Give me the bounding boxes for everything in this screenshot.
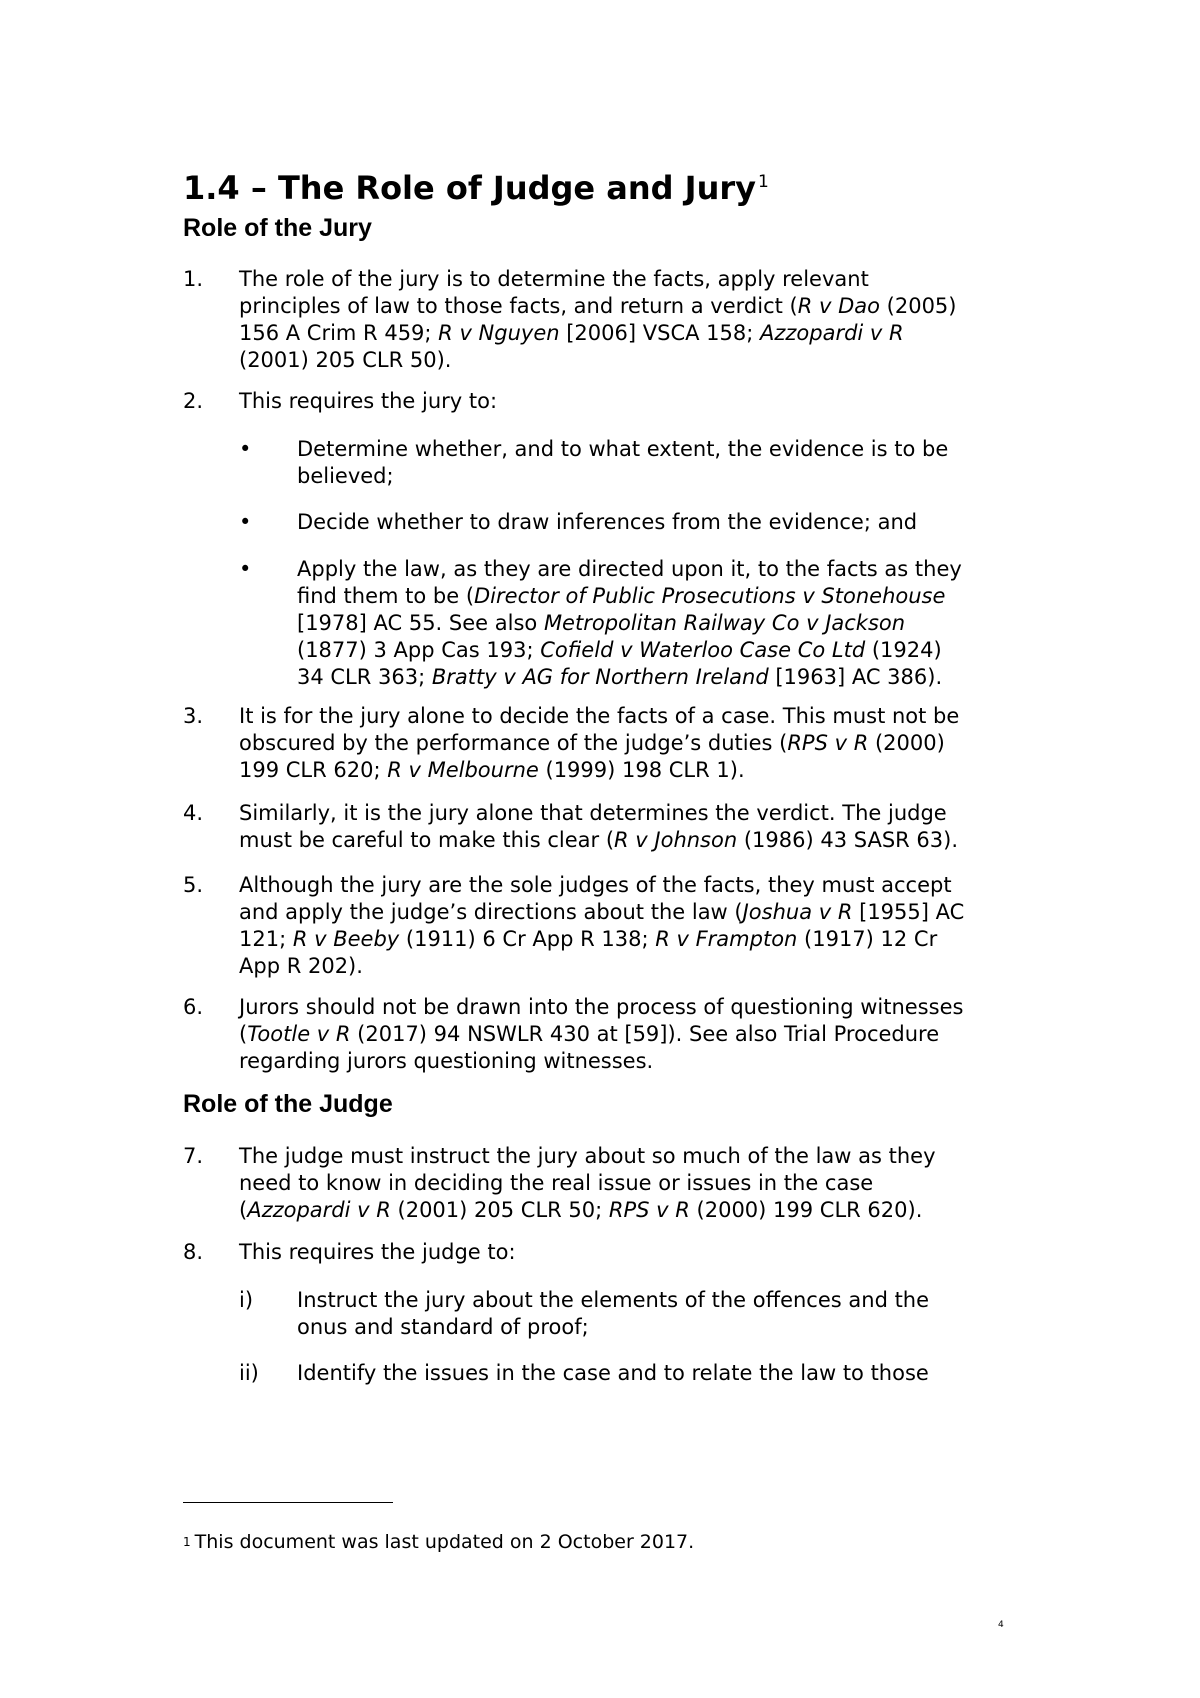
case-citation: Bratty v AG for Northern Ireland: [431, 665, 769, 689]
text-run: Decide whether to draw inferences from the evidence; and: [297, 510, 918, 534]
text-line: [239, 1239, 1029, 1266]
list-item-number: 1.: [183, 267, 204, 291]
text-run: (: [239, 1198, 248, 1222]
list-item-text: [239, 800, 1029, 854]
case-citation: R v Nguyen: [438, 321, 560, 345]
case-citation: R v Beeby: [292, 927, 400, 951]
text-run: 156 A Crim R 459;: [239, 321, 439, 345]
text-run: (1911) 6 Cr App R 138;: [399, 927, 656, 951]
text-run: find them to be (: [297, 584, 475, 608]
text-run: need to know in deciding the real issue or issues in the case: [239, 1171, 874, 1195]
text-run: [1963] AC 386).: [768, 665, 943, 689]
text-run: [2006] VSCA 158;: [559, 321, 760, 345]
text-line: [297, 1360, 1037, 1387]
list-item-number: 5.: [183, 873, 204, 897]
case-citation: R v Frampton: [655, 927, 798, 951]
case-citation: R v Melbourne: [387, 758, 539, 782]
text-run: Determine whether, and to what extent, the evidence is to be: [297, 437, 949, 461]
text-line: [239, 730, 1029, 757]
bullet-mark: •: [239, 437, 252, 461]
case-citation: R v Dao: [797, 294, 880, 318]
text-run: regarding jurors questioning witnesses.: [239, 1049, 654, 1073]
text-run: obscured by the performance of the judge’s duties (: [239, 731, 788, 755]
bullet-text: [297, 436, 1037, 490]
page-title: [183, 168, 769, 208]
text-line: [239, 1048, 1029, 1075]
text-run: 34 CLR 363;: [297, 665, 432, 689]
bullet-mark: •: [239, 510, 252, 534]
text-run: (2000): [868, 731, 945, 755]
page-number: 4: [998, 1620, 1004, 1630]
sub-item-text: [297, 1287, 1037, 1341]
text-run: (1917) 12 Cr: [797, 927, 938, 951]
list-item-number: 8.: [183, 1240, 204, 1264]
text-run: Identify the issues in the case and to relate the law to those: [297, 1361, 929, 1385]
text-line: [239, 293, 1029, 320]
list-item-text: [239, 994, 1029, 1075]
text-run: 121;: [239, 927, 293, 951]
bullet-text: [297, 556, 1037, 691]
text-run: Although the jury are the sole judges of the facts, they must accept: [239, 873, 952, 897]
list-item-number: 3.: [183, 704, 204, 728]
text-line: [297, 463, 1037, 490]
text-run: 199 CLR 620;: [239, 758, 388, 782]
text-run: principles of law to those facts, and return a verdict (: [239, 294, 798, 318]
text-line: [297, 556, 1037, 583]
footnote-text: This document was last updated on 2 October 2017.: [194, 1531, 695, 1553]
bullet-text: [297, 509, 1037, 536]
text-line: [239, 703, 1029, 730]
text-run: (2001) 205 CLR 50;: [390, 1198, 609, 1222]
text-run: (1877) 3 App Cas 193;: [297, 638, 541, 662]
text-line: [297, 664, 1037, 691]
list-item-text: [239, 1143, 1029, 1224]
text-run: This requires the jury to:: [239, 389, 498, 413]
text-run: [1978] AC 55. See also: [297, 611, 544, 635]
text-line: [239, 1143, 1029, 1170]
case-citation: Azzopardi v R: [247, 1198, 391, 1222]
text-line: [297, 1314, 1037, 1341]
text-run: (: [239, 1022, 248, 1046]
list-item-number: 4.: [183, 801, 204, 825]
text-run: Jurors should not be drawn into the process of questioning witnesses: [239, 995, 964, 1019]
page-title-text: 1.4 – The Role of Judge and Jury: [183, 169, 756, 207]
text-line: [239, 953, 1029, 980]
text-run: Apply the law, as they are directed upon it, to the facts as they: [297, 557, 962, 581]
sub-item-mark: ii): [239, 1361, 259, 1385]
section-heading-jury: Role of the Jury: [183, 214, 372, 242]
case-citation: Joshua v R: [742, 900, 853, 924]
footnote: [183, 1530, 694, 1554]
text-run: believed;: [297, 464, 394, 488]
case-citation: Tootle v R: [247, 1022, 351, 1046]
text-line: [239, 827, 1029, 854]
list-item-number: 6.: [183, 995, 204, 1019]
text-line: [297, 436, 1037, 463]
text-run: and apply the judge’s directions about the law (: [239, 900, 743, 924]
text-run: This requires the judge to:: [239, 1240, 516, 1264]
list-item-text: [239, 703, 1029, 784]
list-item-number: 2.: [183, 389, 204, 413]
text-run: The role of the jury is to determine the facts, apply relevant: [239, 267, 869, 291]
text-line: [239, 320, 1029, 347]
text-line: [297, 509, 1037, 536]
text-run: (1999) 198 CLR 1).: [538, 758, 745, 782]
case-citation: Metropolitan Railway Co v Jackson: [543, 611, 906, 635]
list-item-text: [239, 1239, 1029, 1266]
list-item-text: [239, 388, 1029, 415]
text-run: Instruct the jury about the elements of the offences and the: [297, 1288, 930, 1312]
text-line: [239, 926, 1029, 953]
text-line: [239, 1170, 1029, 1197]
list-item-number: 7.: [183, 1144, 204, 1168]
text-line: [239, 994, 1029, 1021]
text-run: [1955] AC: [852, 900, 965, 924]
text-run: (2017) 94 NSWLR 430 at [59]). See also Trial Procedure: [350, 1022, 940, 1046]
sub-item-text: [297, 1360, 1037, 1387]
footnote-mark: 1: [183, 1535, 191, 1549]
text-line: [239, 899, 1029, 926]
text-line: [239, 388, 1029, 415]
text-run: onus and standard of proof;: [297, 1315, 589, 1339]
list-item-text: [239, 266, 1029, 374]
text-line: [239, 757, 1029, 784]
text-line: [239, 800, 1029, 827]
text-line: [239, 1021, 1029, 1048]
text-run: (1986) 43 SASR 63).: [737, 828, 959, 852]
text-line: [297, 583, 1037, 610]
case-citation: RPS v R: [608, 1198, 690, 1222]
case-citation: RPS v R: [787, 731, 869, 755]
text-run: (1924): [865, 638, 942, 662]
text-line: [239, 266, 1029, 293]
text-line: [239, 872, 1029, 899]
text-line: [297, 610, 1037, 637]
text-run: The judge must instruct the jury about so much of the law as they: [239, 1144, 936, 1168]
text-run: (2001) 205 CLR 50).: [239, 348, 452, 372]
list-item-text: [239, 872, 1029, 980]
text-line: [239, 1197, 1029, 1224]
case-citation: Azzopardi v R: [759, 321, 904, 345]
sub-item-mark: i): [239, 1288, 254, 1312]
text-run: It is for the jury alone to decide the facts of a case. This must not be: [239, 704, 960, 728]
bullet-mark: •: [239, 557, 252, 581]
text-run: must be careful to make this clear (: [239, 828, 615, 852]
footnote-reference: 1: [758, 172, 769, 192]
footnote-separator: [183, 1502, 393, 1503]
text-run: Similarly, it is the jury alone that determines the verdict. The judge: [239, 801, 947, 825]
text-run: (2000) 199 CLR 620).: [689, 1198, 923, 1222]
case-citation: Director of Public Prosecutions v Stonehouse: [474, 584, 946, 608]
text-line: [239, 347, 1029, 374]
section-heading-judge: Role of the Judge: [183, 1090, 393, 1118]
case-citation: R v Johnson: [614, 828, 738, 852]
text-line: [297, 637, 1037, 664]
text-run: (2005): [879, 294, 957, 318]
case-citation: Cofield v Waterloo Case Co Ltd: [540, 638, 866, 662]
text-line: [297, 1287, 1037, 1314]
text-run: App R 202).: [239, 954, 363, 978]
